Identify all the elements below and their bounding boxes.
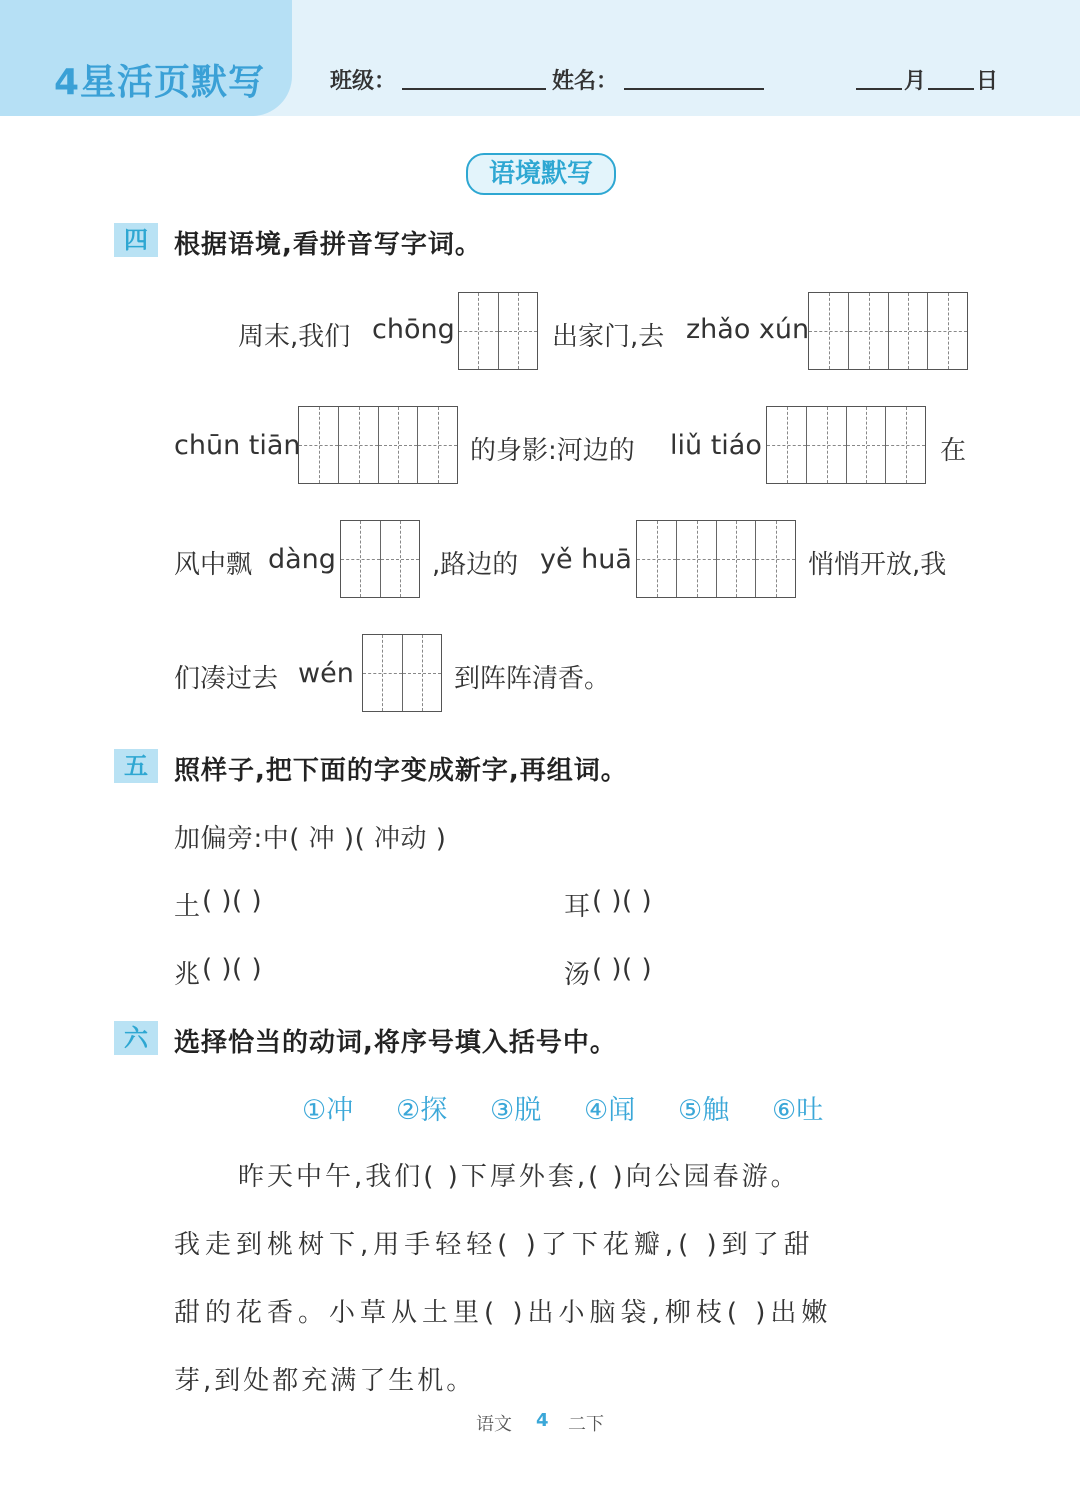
pinyin-text: liǔ tiáo xyxy=(670,430,762,461)
question-6-title: 选择恰当的动词,将序号填入括号中。 xyxy=(174,1028,617,1058)
answer-blank[interactable]: ( )( ) xyxy=(202,886,263,916)
question-5-title: 照样子,把下面的字变成新字,再组词。 xyxy=(174,756,628,786)
question-number-6: 六 xyxy=(114,1021,158,1055)
class-label: 班级： xyxy=(330,69,397,94)
radical-char: 汤 xyxy=(564,960,591,990)
worksheet-title: 4星活页默写 xyxy=(54,62,266,103)
sentence-text: ,路边的 xyxy=(432,550,519,580)
page-number: 4 xyxy=(536,1410,549,1431)
pinyin-text: yě huā xyxy=(540,544,632,575)
sentence-text: 周末,我们 xyxy=(238,322,351,352)
option-4: ④闻 xyxy=(584,1095,636,1126)
writing-grid-4[interactable] xyxy=(808,292,968,370)
day-field[interactable] xyxy=(928,88,974,90)
passage-line: 芽,到处都充满了生机。 xyxy=(174,1366,476,1396)
passage-line: 我走到桃树下,用手轻轻( )了下花瓣,( )到了甜 xyxy=(174,1230,815,1260)
day-label: 日 xyxy=(976,69,999,94)
writing-grid-4[interactable] xyxy=(298,406,458,484)
name-label: 姓名： xyxy=(552,69,619,94)
question-number-5: 五 xyxy=(114,749,158,783)
month-label: 月 xyxy=(904,69,927,94)
sentence-text: 到阵阵清香。 xyxy=(454,664,611,694)
question-4-title: 根据语境,看拼音写字词。 xyxy=(174,230,482,260)
sentence-text: 在 xyxy=(940,436,967,466)
option-5: ⑤触 xyxy=(678,1095,730,1126)
answer-blank[interactable]: ( )( ) xyxy=(592,954,653,984)
option-2: ②探 xyxy=(396,1095,448,1126)
question-number-4: 四 xyxy=(114,223,158,257)
pinyin-text: chōng xyxy=(372,314,455,345)
example-line: 加偏旁:中( 冲 )( 冲动 ) xyxy=(174,824,447,854)
writing-grid-2[interactable] xyxy=(340,520,420,598)
sentence-text: 们凑过去 xyxy=(174,664,279,694)
writing-grid-4[interactable] xyxy=(636,520,796,598)
footer-subject: 语文 xyxy=(476,1414,512,1435)
option-1: ①冲 xyxy=(302,1095,354,1126)
passage-line: 昨天中午,我们( )下厚外套,( )向公园春游。 xyxy=(238,1162,800,1192)
writing-grid-4[interactable] xyxy=(766,406,926,484)
sentence-text: 悄悄开放,我 xyxy=(808,550,947,580)
sentence-text: 风中飘 xyxy=(174,550,253,580)
month-field[interactable] xyxy=(856,88,902,90)
radical-char: 兆 xyxy=(174,960,201,990)
sentence-text: 的身影:河边的 xyxy=(470,436,635,466)
section-title-badge: 语境默写 xyxy=(466,153,616,195)
footer-grade: 二下 xyxy=(568,1414,604,1435)
writing-grid-2[interactable] xyxy=(458,292,538,370)
sentence-text: 出家门,去 xyxy=(552,322,665,352)
answer-blank[interactable]: ( )( ) xyxy=(592,886,653,916)
name-field[interactable] xyxy=(624,88,764,90)
passage-line: 甜的花香。小草从土里( )出小脑袋,柳枝( )出嫩 xyxy=(174,1298,833,1328)
pinyin-text: wén xyxy=(298,658,354,689)
writing-grid-2[interactable] xyxy=(362,634,442,712)
class-field[interactable] xyxy=(402,88,546,90)
radical-char: 耳 xyxy=(564,892,591,922)
radical-char: 土 xyxy=(174,892,201,922)
pinyin-text: dàng xyxy=(268,544,336,575)
answer-blank[interactable]: ( )( ) xyxy=(202,954,263,984)
option-6: ⑥吐 xyxy=(772,1095,824,1126)
pinyin-text: chūn tiān xyxy=(174,430,301,461)
option-3: ③脱 xyxy=(490,1095,542,1126)
pinyin-text: zhǎo xún xyxy=(686,314,810,345)
